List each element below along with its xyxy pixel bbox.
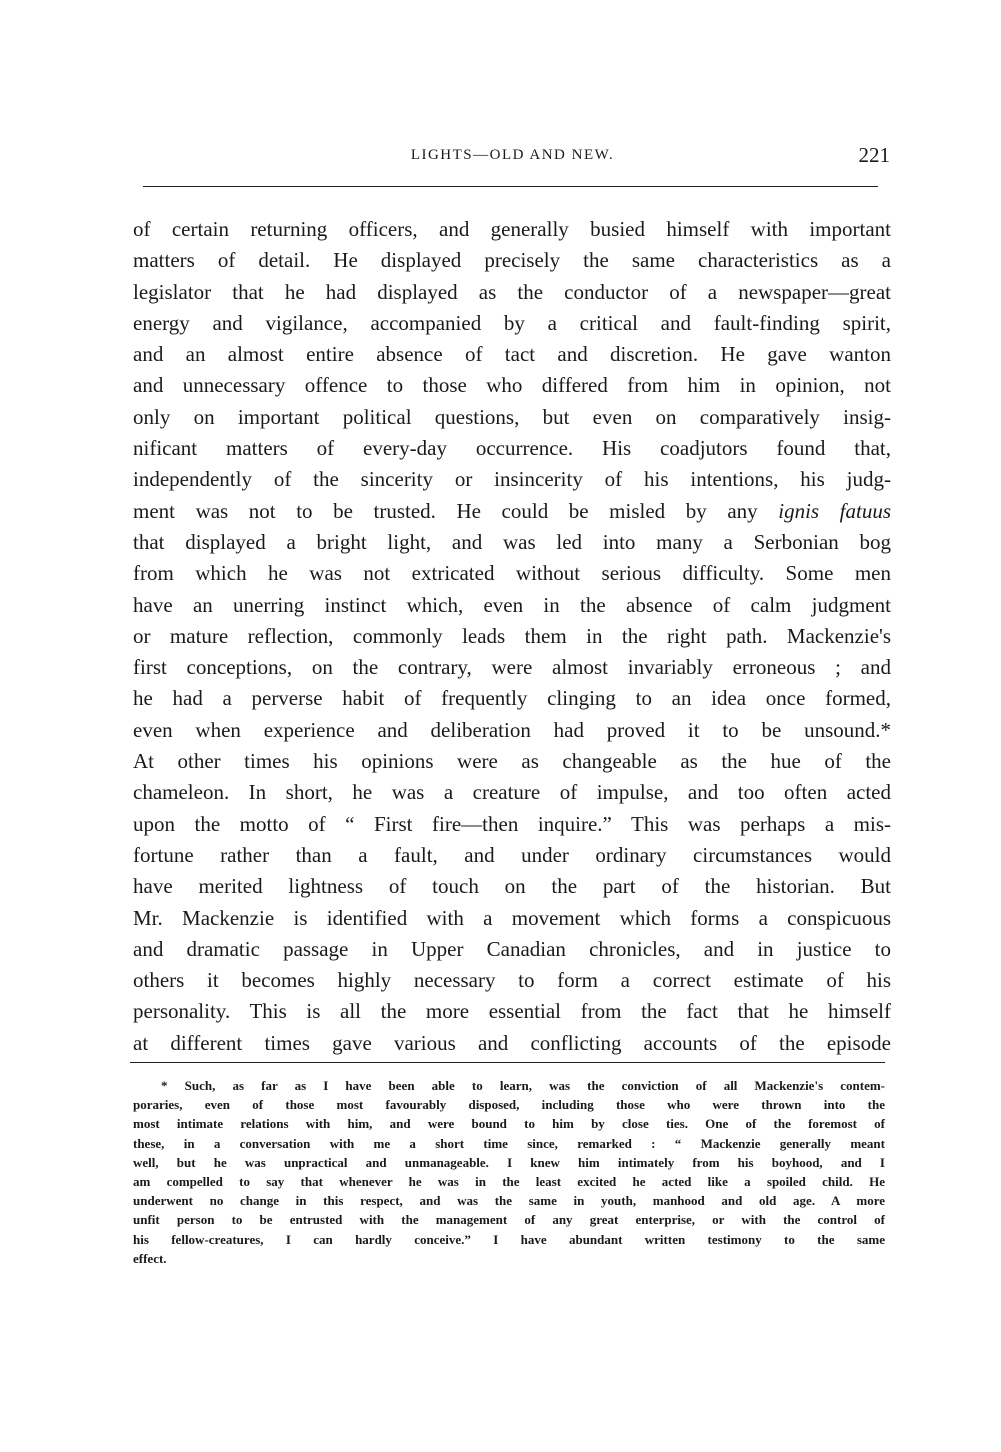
text-line: At other times his opinions were as changeable as the hue of the xyxy=(133,749,891,774)
text-line: and unnecessary offence to those who differed from him in opinion, not xyxy=(133,373,891,398)
text-line: nificant matters of every-day occurrence. His coadjutors found that, xyxy=(133,436,891,461)
footnote-line: poraries, even of those most favourably disposed, including those who were thrown into the xyxy=(133,1097,885,1113)
text-line: Mr. Mackenzie is identified with a movement which forms a conspicuous xyxy=(133,905,891,930)
footnote-rule xyxy=(130,1062,885,1063)
text-line: and dramatic passage in Upper Canadian chronicles, and in justice to xyxy=(133,936,891,961)
text-line: only on important political questions, but even on comparatively insig- xyxy=(133,404,891,429)
footnote-line: his fellow-creatures, I can hardly conceive.” I have abundant written testimony to the same xyxy=(133,1231,885,1247)
text-line: or mature reflection, commonly leads them in the right path. Mackenzie's xyxy=(133,623,891,648)
text-line: at different times gave various and conflicting accounts of the episode xyxy=(133,1030,891,1055)
text-line: legislator that he had displayed as the conductor of a newspaper—great xyxy=(133,279,891,304)
text-line: upon the motto of “ First fire—then inquire.” This was perhaps a mis- xyxy=(133,811,891,836)
footnote-line: unfit person to be entrusted with the management of any great enterprise, or with the control of xyxy=(133,1212,885,1228)
running-head: LIGHTS—OLD AND NEW. xyxy=(410,147,615,163)
text-line: first conceptions, on the contrary, were almost invariably erroneous ; and xyxy=(133,655,891,680)
text-line: matters of detail. He displayed precisely the same characteristics as a xyxy=(133,248,891,273)
footnote-line: am compelled to say that whenever he was in the least excited he acted like a spoiled child. He xyxy=(133,1173,885,1189)
text-line-with-italic xyxy=(133,496,891,527)
page-header xyxy=(135,143,890,173)
footnote-line: effect. xyxy=(133,1250,167,1266)
footnote xyxy=(133,1076,885,1268)
text-line: others it becomes highly necessary to form a correct estimate of his xyxy=(133,968,891,993)
text-line: and an almost entire absence of tact and discretion. He gave wanton xyxy=(133,342,891,367)
text-line: that displayed a bright light, and was led into many a Serbonian bog xyxy=(133,529,891,554)
footnote-line: these, in a conversation with me a short time since, remarked : “ Mackenzie generally meant xyxy=(133,1135,885,1151)
text-line: have an unerring instinct which, even in the absence of calm judgment xyxy=(133,592,891,617)
header-rule xyxy=(143,186,878,187)
footnote-line: * Such, as far as I have been able to learn, was the conviction of all Mackenzie's contem- xyxy=(161,1078,885,1093)
text-line: personality. This is all the more essential from the fact that he himself xyxy=(133,999,891,1024)
text-line: from which he was not extricated without serious difficulty. Some men xyxy=(133,561,891,586)
footnote-line: underwent no change in this respect, and was the same in youth, manhood and old age. A more xyxy=(133,1193,885,1209)
italic-phrase: ignis fatuus xyxy=(778,498,891,523)
footnote-line: well, but he was unpractical and unmanageable. I knew him intimately from his boyhood, and I xyxy=(133,1154,885,1170)
page-number: 221 xyxy=(858,143,890,167)
text-line: chameleon. In short, he was a creature of impulse, and too often acted xyxy=(133,780,891,805)
text-line: independently of the sincerity or insincerity of his intentions, his judg- xyxy=(133,467,891,492)
text-line: fortune rather than a fault, and under ordinary circumstances would xyxy=(133,842,891,867)
text-line: of certain returning officers, and generally busied himself with important xyxy=(133,217,891,241)
body-text xyxy=(133,214,891,1059)
text-line: energy and vigilance, accompanied by a critical and fault-finding spirit, xyxy=(133,310,891,335)
footnote-line: most intimate relations with him, and were bound to him by close ties. One of the foremost of xyxy=(133,1116,885,1132)
text-line: even when experience and deliberation had proved it to be unsound.* xyxy=(133,717,891,742)
text-line: have merited lightness of touch on the part of the historian. But xyxy=(133,874,891,899)
text-line-segment: ment was not to be trusted. He could be misled by any xyxy=(133,498,758,523)
text-line: he had a perverse habit of frequently clinging to an idea once formed, xyxy=(133,686,891,711)
